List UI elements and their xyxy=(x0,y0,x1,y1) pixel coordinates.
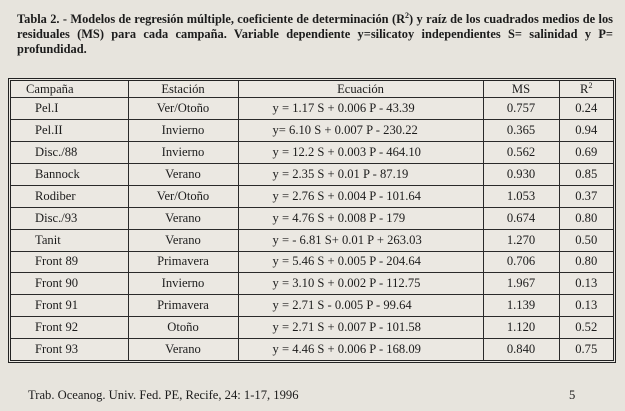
table-row xyxy=(11,185,613,207)
regression-table xyxy=(11,81,613,360)
cell-ecuacion: y = - 6.81 S+ 0.01 P + 263.03 xyxy=(238,229,483,251)
cell-campana: Rodiber xyxy=(11,185,128,207)
table-row xyxy=(11,142,613,164)
cell-r2: 0.13 xyxy=(559,295,613,317)
cell-ecuacion: y = 5.46 S + 0.005 P - 204.64 xyxy=(238,251,483,273)
cell-r2: 0.94 xyxy=(559,120,613,142)
cell-campana: Front 93 xyxy=(11,339,128,360)
cell-ecuacion: y = 3.10 S + 0.002 P - 112.75 xyxy=(238,273,483,295)
cell-estacion: Ver/Otoño xyxy=(128,98,238,120)
page-number: 5 xyxy=(569,388,576,402)
cell-ms: 1.270 xyxy=(483,229,559,251)
cell-ecuacion: y = 12.2 S + 0.003 P - 464.10 xyxy=(238,142,483,164)
cell-ecuacion: y = 2.71 S - 0.005 P - 99.64 xyxy=(238,295,483,317)
header-ecuacion: Ecuación xyxy=(238,81,483,98)
cell-ms: 0.930 xyxy=(483,163,559,185)
cell-campana: Front 92 xyxy=(11,317,128,339)
cell-ms: 0.840 xyxy=(483,339,559,360)
cell-campana: Tanit xyxy=(11,229,128,251)
cell-ms: 1.967 xyxy=(483,273,559,295)
cell-ecuacion: y = 1.17 S + 0.006 P - 43.39 xyxy=(238,98,483,120)
table-body xyxy=(11,98,613,360)
header-r2-sup: 2 xyxy=(588,81,593,90)
cell-estacion: Invierno xyxy=(128,273,238,295)
table-row xyxy=(11,229,613,251)
cell-ecuacion: y= 6.10 S + 0.007 P - 230.22 xyxy=(238,120,483,142)
cell-ecuacion: y = 2.71 S + 0.007 P - 101.58 xyxy=(238,317,483,339)
cell-r2: 0.52 xyxy=(559,317,613,339)
cell-campana: Front 90 xyxy=(11,273,128,295)
cell-estacion: Primavera xyxy=(128,295,238,317)
caption-part2: ) y raíz de los cuadrados medios de los residuales (MS) para cada campaña. Variable dependiente y=silicatoy independientes S= salinidad y P= profundidad. xyxy=(17,12,613,56)
header-campana: Campaña xyxy=(11,81,128,98)
table-row xyxy=(11,317,613,339)
caption-part1: Tabla 2. - Modelos de regresión múltiple, coeficiente de determinación (R xyxy=(17,12,406,26)
cell-estacion: Invierno xyxy=(128,120,238,142)
cell-r2: 0.37 xyxy=(559,185,613,207)
cell-estacion: Verano xyxy=(128,207,238,229)
header-r2-base: R xyxy=(580,82,589,97)
table-row xyxy=(11,120,613,142)
cell-r2: 0.24 xyxy=(559,98,613,120)
cell-r2: 0.85 xyxy=(559,163,613,185)
cell-ecuacion: y = 4.76 S + 0.008 P - 179 xyxy=(238,207,483,229)
cell-estacion: Ver/Otoño xyxy=(128,185,238,207)
cell-r2: 0.75 xyxy=(575,342,598,357)
cell-r2: 0.80 xyxy=(559,207,613,229)
cell-r2: 0.69 xyxy=(559,142,613,164)
table-header-row xyxy=(11,81,613,98)
cell-estacion: Otoño xyxy=(128,317,238,339)
cell-campana: Front 89 xyxy=(11,251,128,273)
cell-ecuacion: y = 2.76 S + 0.004 P - 101.64 xyxy=(238,185,483,207)
cell-ecuacion: y = 4.46 S + 0.006 P - 168.09 xyxy=(238,339,483,360)
table-row xyxy=(11,295,613,317)
cell-campana: Pel.II xyxy=(11,120,128,142)
cell-estacion: Primavera xyxy=(128,251,238,273)
cell-ms: 0.757 xyxy=(483,98,559,120)
table-row xyxy=(11,98,613,120)
cell-campana: Disc./88 xyxy=(11,142,128,164)
table-row xyxy=(11,163,613,185)
cell-campana: Bannock xyxy=(11,163,128,185)
cell-ms: 0.706 xyxy=(483,251,559,273)
cell-ms: 1.139 xyxy=(483,295,559,317)
header-estacion: Estación xyxy=(128,81,238,98)
regression-table-frame xyxy=(8,78,616,363)
table-row xyxy=(11,207,613,229)
cell-ms: 0.562 xyxy=(483,142,559,164)
cell-ms: 0.365 xyxy=(483,120,559,142)
header-ms: MS xyxy=(483,81,559,98)
cell-estacion: Verano xyxy=(128,229,238,251)
cell-estacion: Invierno xyxy=(128,142,238,164)
cell-r2: 0.50 xyxy=(559,229,613,251)
table-row xyxy=(11,339,613,360)
cell-ms: 0.674 xyxy=(483,207,559,229)
table-row xyxy=(11,251,613,273)
cell-ecuacion: y = 2.35 S + 0.01 P - 87.19 xyxy=(238,163,483,185)
cell-r2: 0.13 xyxy=(559,273,613,295)
cell-estacion: Verano xyxy=(128,339,238,360)
cell-ms: 1.120 xyxy=(483,317,559,339)
table-row xyxy=(11,273,613,295)
cell-campana: Front 91 xyxy=(11,295,128,317)
cell-estacion: Verano xyxy=(128,163,238,185)
cell-r2: 0.80 xyxy=(559,251,613,273)
caption-superscript: 2 xyxy=(405,10,410,20)
cell-campana: Pel.I xyxy=(11,98,128,120)
header-r2 xyxy=(559,81,613,98)
table-caption xyxy=(17,12,613,57)
cell-ms: 1.053 xyxy=(483,185,559,207)
journal-citation: Trab. Oceanog. Univ. Fed. PE, Recife, 24: 1-17, 1996 xyxy=(28,388,299,402)
cell-campana: Disc./93 xyxy=(11,207,128,229)
